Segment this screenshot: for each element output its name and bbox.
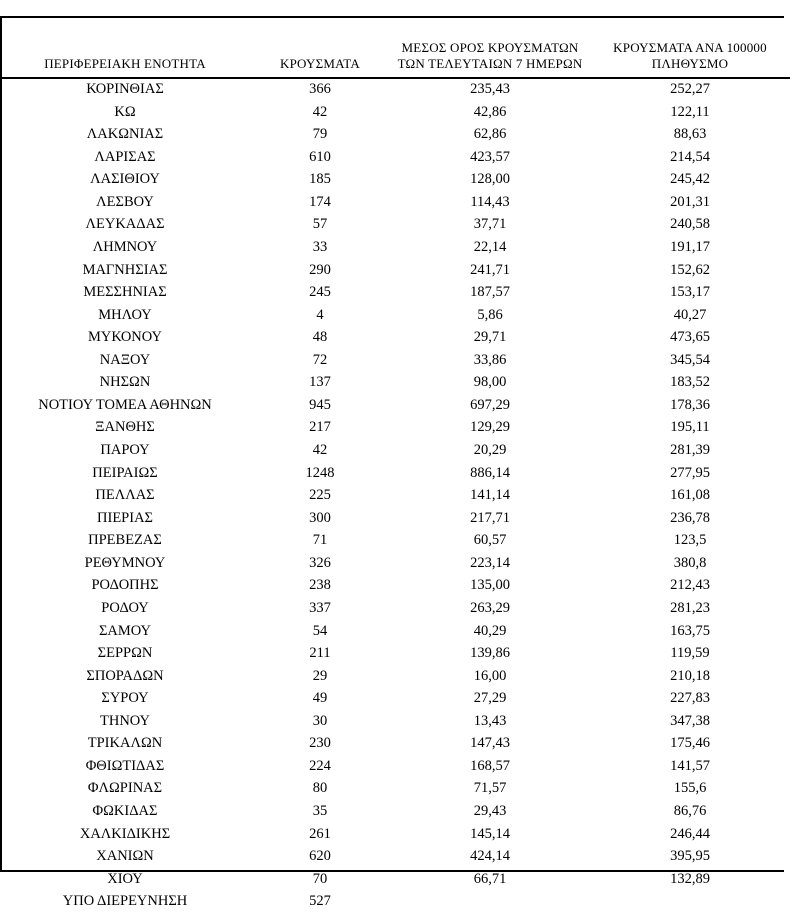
cell-region: ΤΗΝΟΥ (0, 710, 250, 733)
cell-cases: 72 (250, 349, 390, 372)
table-row (0, 891, 790, 913)
cell-per-100000: 132,89 (590, 868, 790, 891)
cell-region: ΡΟΔΟΠΗΣ (0, 575, 250, 598)
cell-cases: 71 (250, 530, 390, 553)
cell-region: ΜΥΚΟΝΟΥ (0, 327, 250, 350)
cell-region: ΛΑΡΙΣΑΣ (0, 146, 250, 169)
table-row (0, 755, 790, 778)
top-border-rule (0, 16, 784, 18)
cell-average-7day: 886,14 (390, 462, 590, 485)
table-row (0, 530, 790, 553)
cell-per-100000: 210,18 (590, 665, 790, 688)
cell-region: ΞΑΝΘΗΣ (0, 417, 250, 440)
table-row (0, 575, 790, 598)
column-header-per100k-line2: ΠΛΗΘΥΣΜΟ (652, 56, 728, 71)
cell-average-7day: 697,29 (390, 394, 590, 417)
cell-per-100000: 119,59 (590, 643, 790, 666)
cell-per-100000: 183,52 (590, 372, 790, 395)
cell-per-100000: 345,54 (590, 349, 790, 372)
cell-region: ΡΕΘΥΜΝΟΥ (0, 552, 250, 575)
cell-cases: 610 (250, 146, 390, 169)
cell-average-7day: 71,57 (390, 778, 590, 801)
cell-average-7day: 40,29 (390, 620, 590, 643)
cell-per-100000: 236,78 (590, 507, 790, 530)
cell-average-7day: 129,29 (390, 417, 590, 440)
cell-average-7day: 139,86 (390, 643, 590, 666)
cell-cases: 238 (250, 575, 390, 598)
cell-per-100000: 153,17 (590, 282, 790, 305)
cell-average-7day: 60,57 (390, 530, 590, 553)
cell-cases: 337 (250, 597, 390, 620)
table-row (0, 552, 790, 575)
cell-region: ΠΙΕΡΙΑΣ (0, 507, 250, 530)
cell-region: ΚΟΡΙΝΘΙΑΣ (0, 78, 250, 102)
cell-region: ΣΑΜΟΥ (0, 620, 250, 643)
cell-average-7day: 128,00 (390, 169, 590, 192)
cell-region: ΝΟΤΙΟΥ ΤΟΜΕΑ ΑΘΗΝΩΝ (0, 394, 250, 417)
cell-cases: 300 (250, 507, 390, 530)
cell-cases: 290 (250, 259, 390, 282)
column-header-per-100000 (590, 40, 790, 78)
table-row (0, 304, 790, 327)
cell-average-7day: 424,14 (390, 846, 590, 869)
column-header-cases (250, 40, 390, 78)
table-row (0, 146, 790, 169)
table-row (0, 78, 790, 102)
cell-per-100000: 214,54 (590, 146, 790, 169)
table-row (0, 868, 790, 891)
cell-region: ΧΑΛΚΙΔΙΚΗΣ (0, 823, 250, 846)
table-row (0, 169, 790, 192)
cell-region: ΧΙΟΥ (0, 868, 250, 891)
cell-average-7day: 16,00 (390, 665, 590, 688)
table-row (0, 710, 790, 733)
cell-average-7day: 37,71 (390, 214, 590, 237)
cell-cases: 35 (250, 801, 390, 824)
column-header-average-7day (390, 40, 590, 78)
table-row (0, 507, 790, 530)
cell-per-100000: 141,57 (590, 755, 790, 778)
cell-region: ΣΕΡΡΩΝ (0, 643, 250, 666)
cell-average-7day: 187,57 (390, 282, 590, 305)
cell-average-7day: 141,14 (390, 485, 590, 508)
table-row (0, 733, 790, 756)
cell-per-100000: 246,44 (590, 823, 790, 846)
table-row (0, 394, 790, 417)
cell-cases: 79 (250, 124, 390, 147)
cell-region: ΛΑΣΙΘΙΟΥ (0, 169, 250, 192)
cell-average-7day: 147,43 (390, 733, 590, 756)
column-header-region (0, 40, 250, 78)
cell-cases: 70 (250, 868, 390, 891)
cell-cases: 42 (250, 440, 390, 463)
cell-region: ΛΗΜΝΟΥ (0, 236, 250, 259)
cell-cases: 326 (250, 552, 390, 575)
table-row (0, 417, 790, 440)
table-row (0, 688, 790, 711)
table-row (0, 236, 790, 259)
cell-average-7day: 217,71 (390, 507, 590, 530)
cell-region: ΠΑΡΟΥ (0, 440, 250, 463)
cell-per-100000: 240,58 (590, 214, 790, 237)
cell-average-7day: 145,14 (390, 823, 590, 846)
cell-per-100000: 473,65 (590, 327, 790, 350)
cell-cases: 57 (250, 214, 390, 237)
column-header-cases-line1: ΚΡΟΥΣΜΑΤΑ (280, 56, 360, 71)
cell-region: ΠΕΛΛΑΣ (0, 485, 250, 508)
cell-cases: 29 (250, 665, 390, 688)
cell-cases: 54 (250, 620, 390, 643)
cell-average-7day: 263,29 (390, 597, 590, 620)
cell-region: ΦΘΙΩΤΙΔΑΣ (0, 755, 250, 778)
cell-average-7day: 20,29 (390, 440, 590, 463)
table-row (0, 846, 790, 869)
cell-per-100000: 152,62 (590, 259, 790, 282)
cell-cases: 48 (250, 327, 390, 350)
cell-average-7day: 98,00 (390, 372, 590, 395)
table-row (0, 214, 790, 237)
cell-per-100000: 40,27 (590, 304, 790, 327)
cell-cases: 185 (250, 169, 390, 192)
cell-cases: 620 (250, 846, 390, 869)
cell-per-100000: 281,39 (590, 440, 790, 463)
cell-per-100000: 161,08 (590, 485, 790, 508)
cell-per-100000: 281,23 (590, 597, 790, 620)
cell-region: ΛΑΚΩΝΙΑΣ (0, 124, 250, 147)
cell-cases: 245 (250, 282, 390, 305)
cell-per-100000: 201,31 (590, 191, 790, 214)
table-row (0, 801, 790, 824)
cell-average-7day: 235,43 (390, 78, 590, 102)
cell-cases: 224 (250, 755, 390, 778)
cell-cases: 366 (250, 78, 390, 102)
cell-region: ΛΕΥΚΑΔΑΣ (0, 214, 250, 237)
table-row (0, 597, 790, 620)
cell-region: ΚΩ (0, 101, 250, 124)
cell-average-7day: 29,71 (390, 327, 590, 350)
cell-average-7day: 423,57 (390, 146, 590, 169)
cell-per-100000: 380,8 (590, 552, 790, 575)
table-row (0, 485, 790, 508)
cell-per-100000: 395,95 (590, 846, 790, 869)
cell-per-100000: 245,42 (590, 169, 790, 192)
cases-table (0, 40, 790, 913)
cell-region: ΦΩΚΙΔΑΣ (0, 801, 250, 824)
cell-per-100000: 163,75 (590, 620, 790, 643)
cell-average-7day: 33,86 (390, 349, 590, 372)
cell-region: ΠΕΙΡΑΙΩΣ (0, 462, 250, 485)
cell-per-100000: 277,95 (590, 462, 790, 485)
table-row (0, 101, 790, 124)
cell-average-7day: 29,43 (390, 801, 590, 824)
cell-cases: 1248 (250, 462, 390, 485)
cell-cases: 527 (250, 891, 390, 913)
cell-region: ΜΑΓΝΗΣΙΑΣ (0, 259, 250, 282)
table-row (0, 665, 790, 688)
cell-per-100000 (590, 891, 790, 913)
cell-cases: 4 (250, 304, 390, 327)
cell-average-7day (390, 891, 590, 913)
cell-per-100000: 227,83 (590, 688, 790, 711)
cell-cases: 30 (250, 710, 390, 733)
cell-per-100000: 212,43 (590, 575, 790, 598)
cell-per-100000: 122,11 (590, 101, 790, 124)
cell-cases: 42 (250, 101, 390, 124)
cell-region: ΜΗΛΟΥ (0, 304, 250, 327)
cell-average-7day: 135,00 (390, 575, 590, 598)
cell-per-100000: 195,11 (590, 417, 790, 440)
table-row (0, 259, 790, 282)
cell-average-7day: 62,86 (390, 124, 590, 147)
cell-cases: 261 (250, 823, 390, 846)
table-body (0, 78, 790, 913)
cell-region: ΤΡΙΚΑΛΩΝ (0, 733, 250, 756)
cell-per-100000: 252,27 (590, 78, 790, 102)
cell-region: ΜΕΣΣΗΝΙΑΣ (0, 282, 250, 305)
cell-average-7day: 223,14 (390, 552, 590, 575)
cell-average-7day: 42,86 (390, 101, 590, 124)
cell-average-7day: 27,29 (390, 688, 590, 711)
table-row (0, 124, 790, 147)
column-header-region-line1: ΠΕΡΙΦΕΡΕΙΑΚΗ ΕΝΟΤΗΤΑ (44, 56, 206, 71)
cell-per-100000: 86,76 (590, 801, 790, 824)
table-row (0, 349, 790, 372)
cell-cases: 137 (250, 372, 390, 395)
cell-average-7day: 13,43 (390, 710, 590, 733)
cell-cases: 211 (250, 643, 390, 666)
cell-cases: 225 (250, 485, 390, 508)
table-row (0, 620, 790, 643)
cell-region: ΧΑΝΙΩΝ (0, 846, 250, 869)
cell-region: ΝΑΞΟΥ (0, 349, 250, 372)
cell-per-100000: 178,36 (590, 394, 790, 417)
column-header-average-line1: ΜΕΣΟΣ ΟΡΟΣ ΚΡΟΥΣΜΑΤΩΝ (402, 40, 579, 55)
cell-per-100000: 191,17 (590, 236, 790, 259)
cell-per-100000: 175,46 (590, 733, 790, 756)
cell-average-7day: 114,43 (390, 191, 590, 214)
cell-cases: 945 (250, 394, 390, 417)
table-row (0, 327, 790, 350)
cell-region: ΡΟΔΟΥ (0, 597, 250, 620)
table-row (0, 440, 790, 463)
table-row (0, 372, 790, 395)
table-row (0, 462, 790, 485)
cell-cases: 174 (250, 191, 390, 214)
cell-average-7day: 241,71 (390, 259, 590, 282)
column-header-per100k-line1: ΚΡΟΥΣΜΑΤΑ ΑΝΑ 100000 (613, 40, 767, 55)
cell-region: ΦΛΩΡΙΝΑΣ (0, 778, 250, 801)
cell-cases: 49 (250, 688, 390, 711)
cell-region: ΝΗΣΩΝ (0, 372, 250, 395)
table-row (0, 191, 790, 214)
table-row (0, 643, 790, 666)
column-header-average-line2: ΤΩΝ ΤΕΛΕΥΤΑΙΩΝ 7 ΗΜΕΡΩΝ (398, 56, 583, 71)
cell-per-100000: 88,63 (590, 124, 790, 147)
cell-region: ΣΥΡΟΥ (0, 688, 250, 711)
cell-region: ΠΡΕΒΕΖΑΣ (0, 530, 250, 553)
cell-average-7day: 168,57 (390, 755, 590, 778)
cell-average-7day: 66,71 (390, 868, 590, 891)
cell-cases: 33 (250, 236, 390, 259)
cell-cases: 230 (250, 733, 390, 756)
table-header (0, 40, 790, 78)
cell-per-100000: 347,38 (590, 710, 790, 733)
cell-average-7day: 22,14 (390, 236, 590, 259)
cell-cases: 217 (250, 417, 390, 440)
cell-per-100000: 123,5 (590, 530, 790, 553)
cell-per-100000: 155,6 (590, 778, 790, 801)
table-row (0, 823, 790, 846)
table-row (0, 282, 790, 305)
cell-region: ΛΕΣΒΟΥ (0, 191, 250, 214)
table-row (0, 778, 790, 801)
cell-average-7day: 5,86 (390, 304, 590, 327)
cell-region: ΣΠΟΡΑΔΩΝ (0, 665, 250, 688)
cell-region: ΥΠΟ ΔΙΕΡΕΥΝΗΣΗ (0, 891, 250, 913)
cell-cases: 80 (250, 778, 390, 801)
